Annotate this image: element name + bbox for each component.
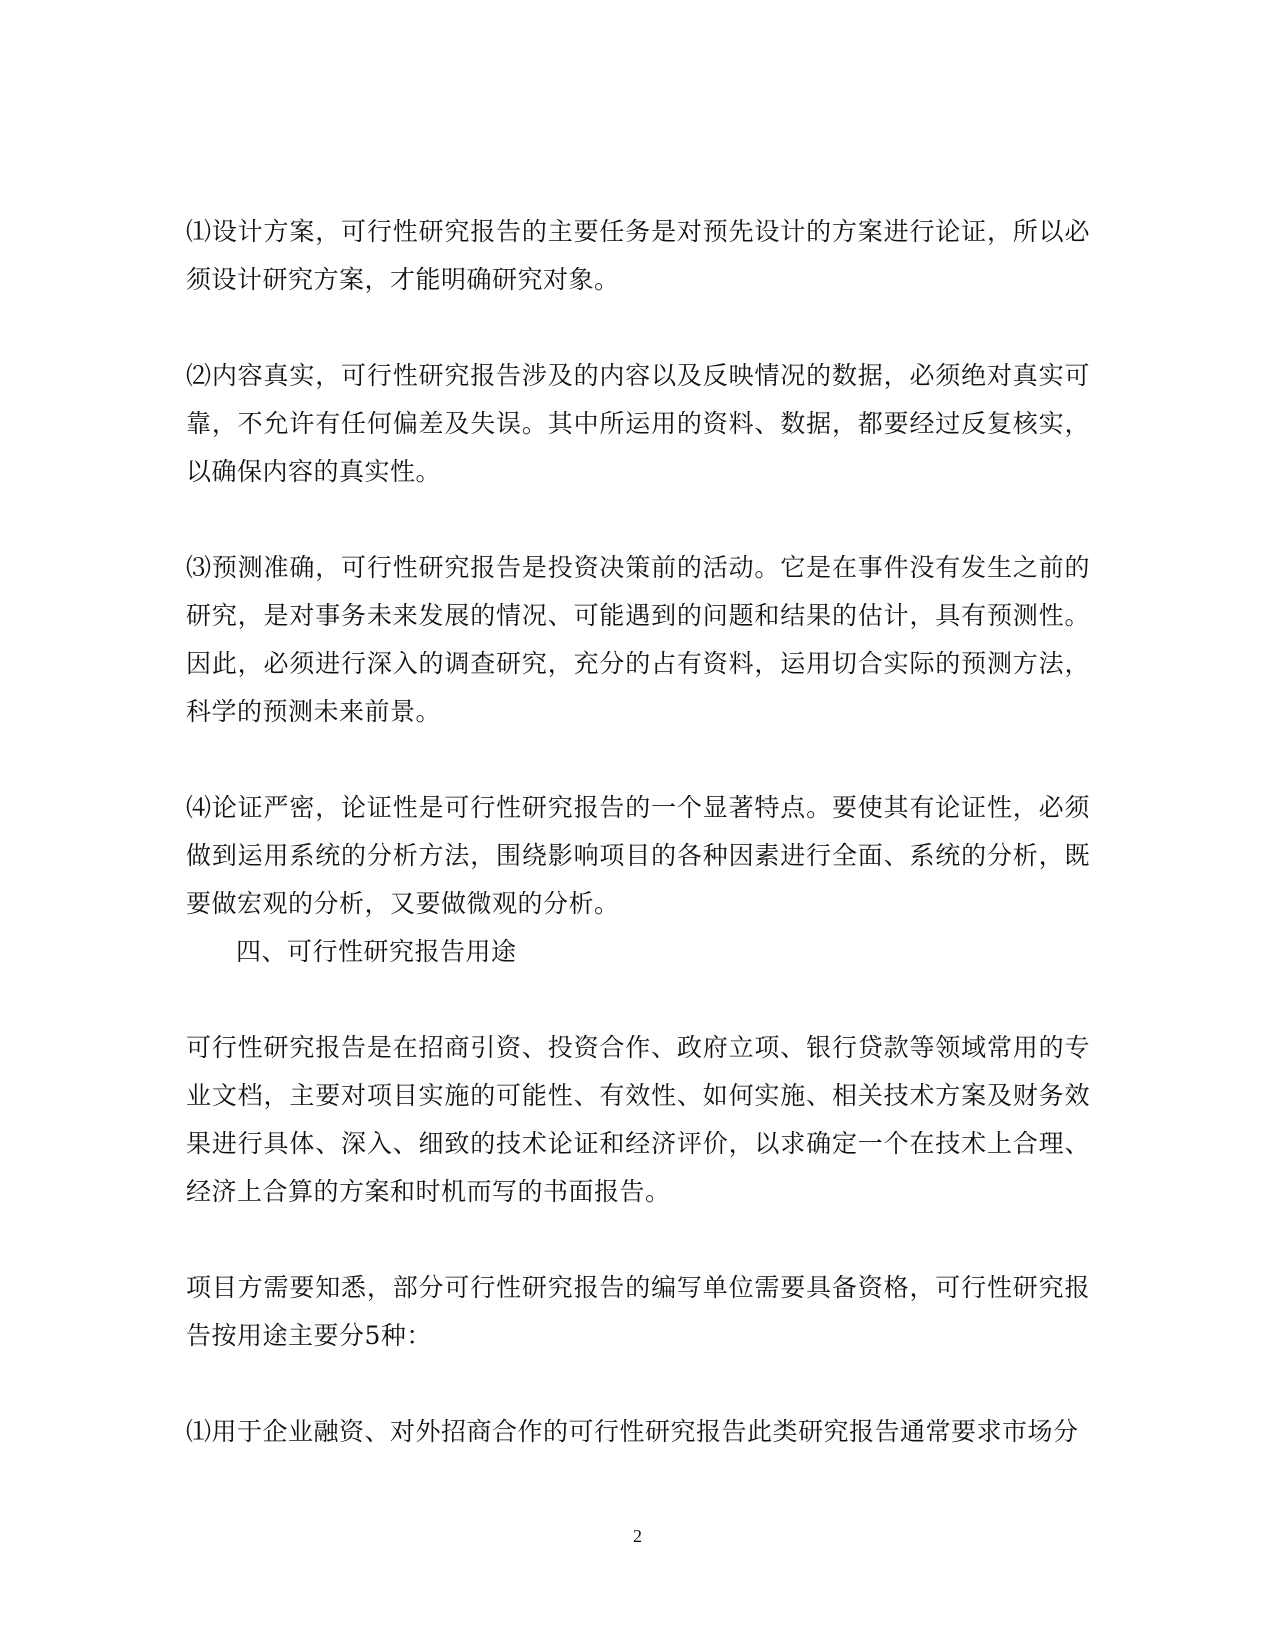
document-body	[186, 208, 1090, 1456]
paragraph-financing-report: ⑴用于企业融资、对外招商合作的可行性研究报告此类研究报告通常要求市场分	[186, 1417, 1079, 1446]
paragraph-forecast-accuracy: ⑶预测准确，可行性研究报告是投资决策前的活动。它是在事件没有发生之前的研究，是对事务未来发展的情况、可能遇到的问题和结果的估计，具有预测性。因此，必须进行深入的调查研究，充分的占有资料，运用切合实际的预测方法，科学的预测未来前景。	[186, 553, 1090, 726]
paragraph-design-plan: ⑴设计方案，可行性研究报告的主要任务是对预先设计的方案进行论证，所以必须设计研究方案，才能明确研究对象。	[186, 217, 1090, 294]
paragraph-rigorous-argument: ⑷论证严密，论证性是可行性研究报告的一个显著特点。要使其有论证性，必须做到运用系统的分析方法，围绕影响项目的各种因素进行全面、系统的分析，既要做宏观的分析，又要做微观的分析。	[186, 793, 1090, 918]
page-number: 2	[633, 1526, 642, 1546]
paragraph-report-types-intro: 项目方需要知悉，部分可行性研究报告的编写单位需要具备资格，可行性研究报告按用途主要分5种：	[186, 1273, 1090, 1350]
paragraph-report-definition: 可行性研究报告是在招商引资、投资合作、政府立项、银行贷款等领域常用的专业文档，主要对项目实施的可能性、有效性、如何实施、相关技术方案及财务效果进行具体、深入、细致的技术论证和经济评价，以求确定一个在技术上合理、经济上合算的方案和时机而写的书面报告。	[186, 1033, 1090, 1206]
paragraph-content-truth: ⑵内容真实，可行性研究报告涉及的内容以及反映情况的数据，必须绝对真实可靠，不允许有任何偏差及失误。其中所运用的资料、数据，都要经过反复核实，以确保内容的真实性。	[186, 361, 1090, 486]
section-heading: 四、可行性研究报告用途	[236, 937, 517, 966]
